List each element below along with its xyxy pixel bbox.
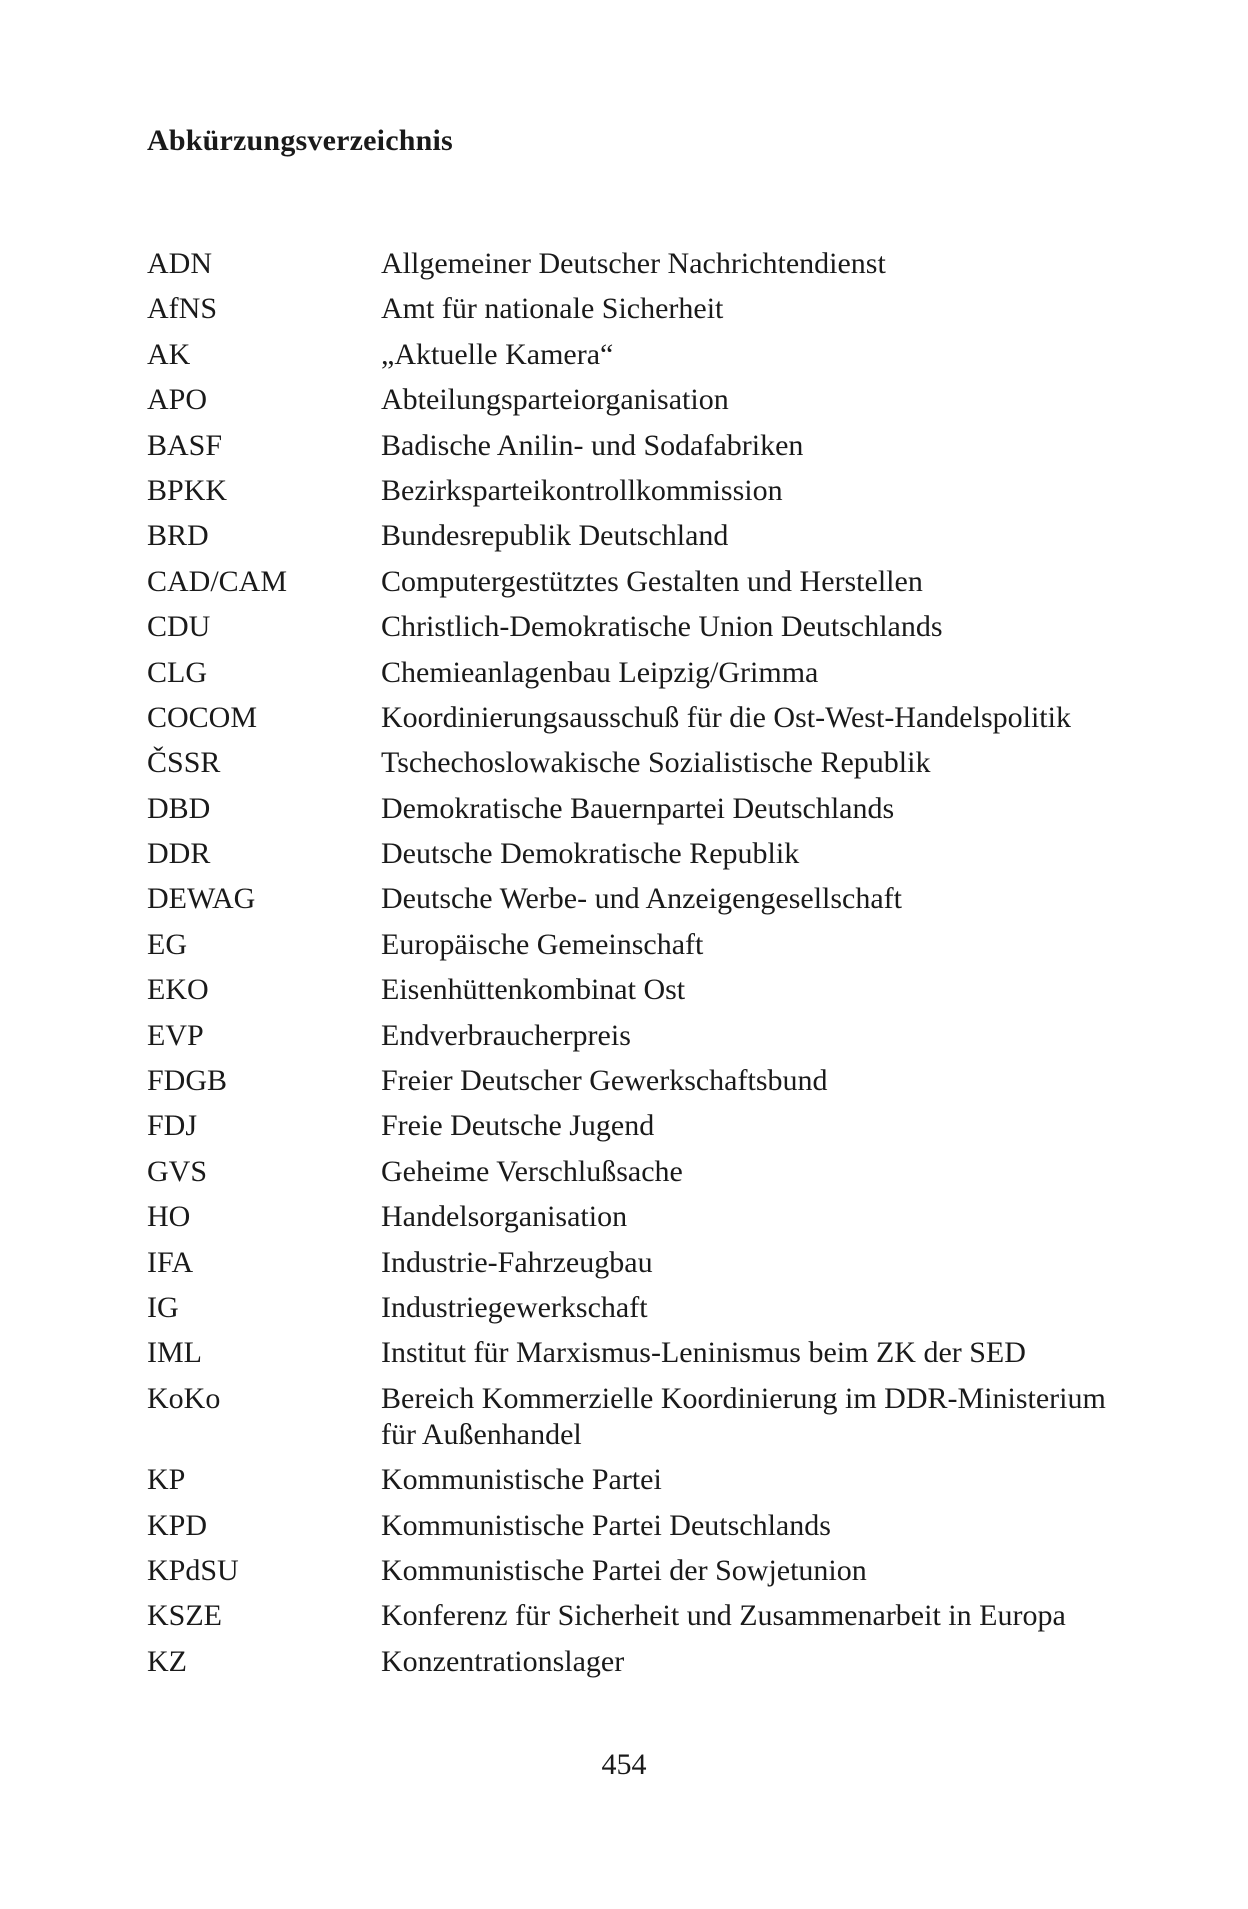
abbreviation-expansion (381, 1290, 1177, 1326)
abbreviation-term: FDGB (147, 1064, 228, 1098)
expansion-line: Allgemeiner Deutscher Nachrichtendienst (381, 247, 886, 280)
abbreviation-row (147, 1598, 1177, 1643)
expansion-line: Deutsche Werbe- und Anzeigengesellschaft (381, 882, 903, 916)
abbreviation-row (147, 382, 1177, 427)
abbreviation-expansion (381, 1381, 1177, 1453)
abbreviation-expansion (381, 246, 1177, 282)
abbreviation-term: GVS (147, 1154, 208, 1188)
expansion-line: Endverbraucherpreis (381, 1018, 631, 1052)
abbreviation-row (147, 745, 1177, 790)
abbreviation-term: BRD (147, 519, 209, 553)
abbreviation-term: CAD/CAM (147, 564, 288, 598)
abbreviation-expansion (381, 1644, 1177, 1680)
abbreviation-row (147, 791, 1177, 836)
abbreviation-term: ČSSR (147, 746, 221, 780)
abbreviation-term: EG (147, 927, 187, 961)
abbreviation-row (147, 473, 1177, 518)
abbreviation-term: DEWAG (147, 882, 256, 916)
abbreviation-term: APO (147, 383, 208, 417)
abbreviation-row (147, 700, 1177, 745)
abbreviation-term: EKO (147, 973, 209, 1007)
abbreviation-row (147, 1508, 1177, 1553)
expansion-line: Institut für Marxismus-Leninismus beim ZK der SED (381, 1336, 1026, 1370)
abbreviation-expansion (381, 655, 1177, 691)
abbreviation-row (147, 1553, 1177, 1598)
abbreviation-row (147, 1018, 1177, 1063)
abbreviation-row (147, 1644, 1177, 1689)
abbreviation-expansion (381, 518, 1177, 554)
expansion-line: „Aktuelle Kamera“ (381, 337, 614, 371)
abbreviation-term: BASF (147, 428, 223, 462)
expansion-line: Konzentrationslager (381, 1644, 625, 1678)
expansion-line: Bezirksparteikontrollkommission (381, 473, 783, 507)
abbreviation-term: KoKo (147, 1381, 221, 1415)
abbreviation-expansion (381, 1462, 1177, 1498)
abbreviation-expansion (381, 291, 1177, 327)
abbreviation-term: AK (147, 337, 191, 371)
abbreviation-expansion (381, 609, 1177, 645)
abbreviation-expansion (381, 382, 1177, 418)
abbreviation-term: AfNS (147, 292, 218, 326)
abbreviation-term: COCOM (147, 700, 258, 734)
abbreviation-expansion (381, 1335, 1177, 1371)
expansion-line: Eisenhüttenkombinat Ost (381, 973, 686, 1007)
abbreviation-expansion (381, 1108, 1177, 1144)
abbreviation-term: HO (147, 1200, 191, 1234)
expansion-line: Kommunistische Partei (381, 1463, 662, 1497)
abbreviation-row (147, 428, 1177, 473)
expansion-line: Koordinierungsausschuß für die Ost-West-Handelspolitik (381, 700, 1071, 734)
abbreviation-row (147, 518, 1177, 563)
abbreviation-row (147, 881, 1177, 926)
expansion-line: Bereich Kommerzielle Koordinierung im DDR-Ministerium (381, 1381, 1106, 1415)
abbreviation-term: KSZE (147, 1599, 222, 1633)
abbreviation-list (147, 246, 1177, 1689)
abbreviation-expansion (381, 972, 1177, 1008)
expansion-line: Tschechoslowakische Sozialistische Republik (381, 746, 931, 780)
abbreviation-expansion (381, 1018, 1177, 1054)
abbreviation-term: IFA (147, 1245, 194, 1279)
abbreviation-term: KPdSU (147, 1553, 239, 1587)
expansion-line: Abteilungsparteiorganisation (381, 383, 729, 417)
expansion-line: Kommunistische Partei Deutschlands (381, 1508, 831, 1542)
abbreviation-row (147, 1108, 1177, 1153)
abbreviation-row (147, 291, 1177, 336)
abbreviation-expansion (381, 1598, 1177, 1634)
expansion-line: Chemieanlagenbau Leipzig/Grimma (381, 655, 819, 689)
expansion-line: Computergestütztes Gestalten und Herstellen (381, 564, 923, 598)
abbreviation-expansion (381, 1553, 1177, 1589)
abbreviation-row (147, 836, 1177, 881)
abbreviation-term: CDU (147, 610, 211, 644)
abbreviation-term: DBD (147, 791, 211, 825)
expansion-line: Kommunistische Partei der Sowjetunion (381, 1553, 867, 1587)
abbreviation-expansion (381, 927, 1177, 963)
abbreviation-row (147, 655, 1177, 700)
expansion-line: Freier Deutscher Gewerkschaftsbund (381, 1064, 828, 1098)
abbreviation-row (147, 1199, 1177, 1244)
abbreviation-term: ADN (147, 247, 212, 280)
expansion-line: für Außenhandel (381, 1417, 582, 1451)
abbreviation-expansion (381, 337, 1177, 373)
abbreviation-term: IML (147, 1336, 202, 1370)
abbreviation-row (147, 564, 1177, 609)
expansion-line: Handelsorganisation (381, 1200, 628, 1234)
abbreviation-row (147, 1335, 1177, 1380)
abbreviation-expansion (381, 745, 1177, 781)
abbreviation-row (147, 1290, 1177, 1335)
page-number: 454 (601, 1748, 647, 1781)
abbreviation-term: KZ (147, 1644, 187, 1678)
expansion-line: Konferenz für Sicherheit und Zusammenarbeit in Europa (381, 1599, 1066, 1633)
expansion-line: Freie Deutsche Jugend (381, 1109, 655, 1143)
expansion-line: Demokratische Bauernpartei Deutschlands (381, 791, 895, 825)
abbreviation-expansion (381, 791, 1177, 827)
abbreviation-term: EVP (147, 1018, 204, 1052)
abbreviation-expansion (381, 1063, 1177, 1099)
abbreviation-expansion (381, 1245, 1177, 1281)
abbreviation-expansion (381, 1508, 1177, 1544)
expansion-line: Christlich-Demokratische Union Deutschlands (381, 610, 943, 644)
abbreviation-row (147, 246, 1177, 291)
expansion-line: Deutsche Demokratische Republik (381, 837, 800, 871)
expansion-line: Geheime Verschlußsache (381, 1154, 683, 1188)
abbreviation-row (147, 1063, 1177, 1108)
abbreviation-row (147, 609, 1177, 654)
expansion-line: Industrie-Fahrzeugbau (381, 1245, 653, 1279)
abbreviation-term: KP (147, 1463, 186, 1497)
abbreviation-term: BPKK (147, 473, 228, 507)
abbreviation-expansion (381, 700, 1177, 736)
expansion-line: Badische Anilin- und Sodafabriken (381, 428, 804, 462)
abbreviation-expansion (381, 564, 1177, 600)
abbreviation-row (147, 972, 1177, 1017)
abbreviation-expansion (381, 1154, 1177, 1190)
abbreviation-expansion (381, 428, 1177, 464)
abbreviation-term: IG (147, 1290, 179, 1324)
abbreviation-expansion (381, 473, 1177, 509)
expansion-line: Industriegewerkschaft (381, 1290, 648, 1324)
expansion-line: Bundesrepublik Deutschland (381, 519, 729, 553)
abbreviation-row (147, 337, 1177, 382)
abbreviation-row (147, 1381, 1177, 1462)
abbreviation-term: FDJ (147, 1109, 198, 1143)
abbreviation-expansion (381, 881, 1177, 917)
abbreviation-row (147, 1462, 1177, 1507)
abbreviation-expansion (381, 836, 1177, 872)
page-heading: Abkürzungsverzeichnis (147, 124, 453, 157)
abbreviation-expansion (381, 1199, 1177, 1235)
expansion-line: Amt für nationale Sicherheit (381, 292, 724, 326)
abbreviation-term: KPD (147, 1508, 208, 1542)
abbreviation-term: DDR (147, 837, 211, 871)
abbreviation-row (147, 927, 1177, 972)
abbreviation-row (147, 1245, 1177, 1290)
abbreviation-row (147, 1154, 1177, 1199)
expansion-line: Europäische Gemeinschaft (381, 927, 704, 961)
abbreviation-term: CLG (147, 655, 207, 689)
